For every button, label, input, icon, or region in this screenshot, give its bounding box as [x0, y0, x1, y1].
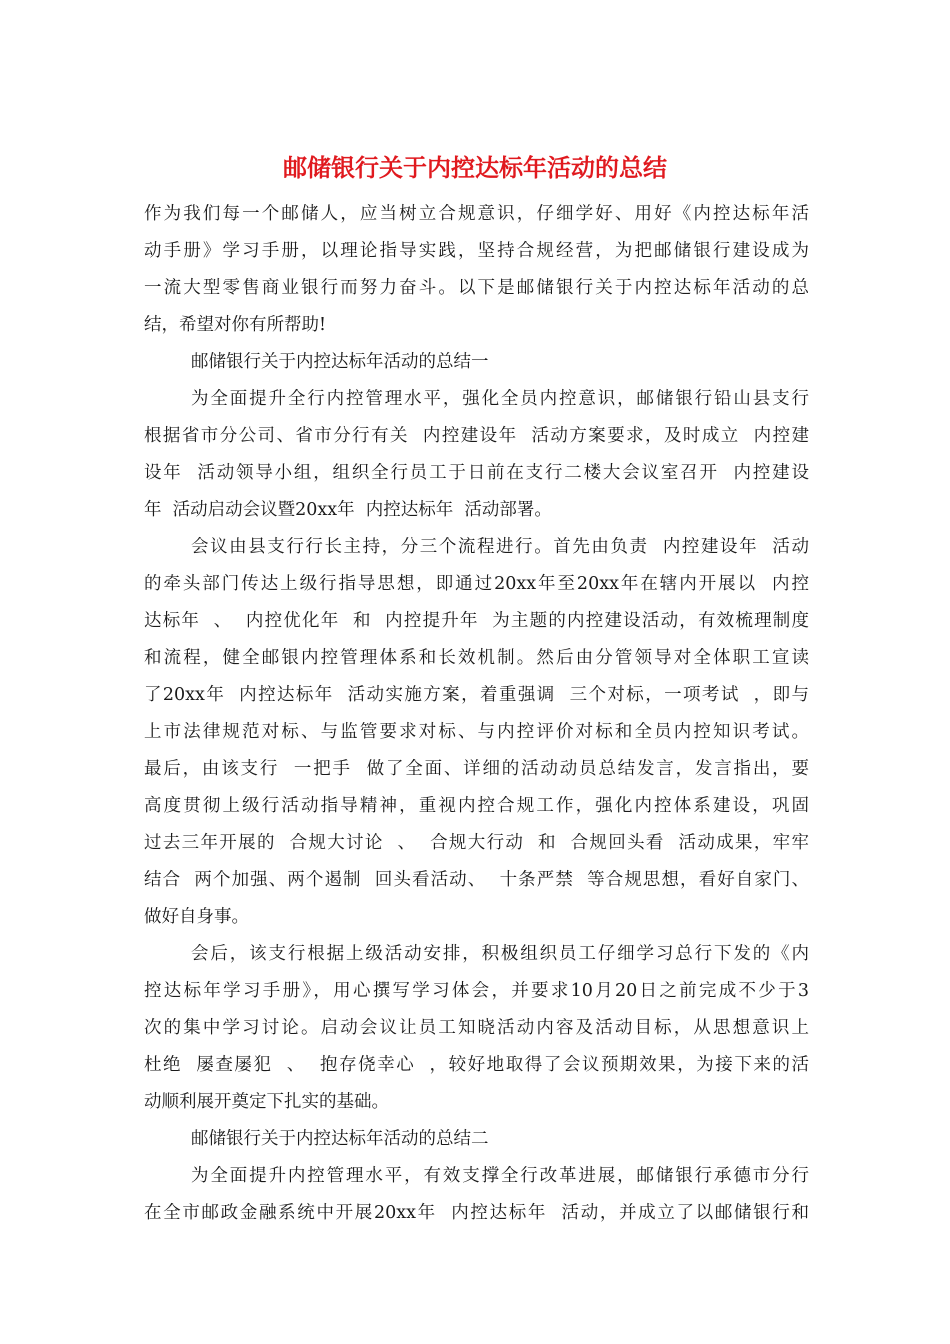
paragraph-line: 的牵头部门传达上级行指导思想，即通过20xx年至20xx年在辖内开展以 内控: [144, 574, 809, 594]
paragraph-line: 次的集中学习讨论。启动会议让员工知晓活动内容及活动目标，从思想意识上: [144, 1018, 809, 1038]
paragraph-line: 过去三年开展的 合规大讨论 、 合规大行动 和 合规回头看 活动成果，牢牢: [144, 833, 809, 853]
paragraph-line: 作为我们每一个邮储人，应当树立合规意识，仔细学好、用好《内控达标年活: [144, 204, 809, 224]
paragraph-line: 控达标年学习手册》，用心撰写学习体会，并要求10月20日之前完成不少于3: [144, 981, 809, 1001]
paragraph-line: 做好自身事。: [144, 907, 249, 927]
paragraph-line: 结，希望对你有所帮助!: [144, 315, 327, 335]
paragraph-line: 最后，由该支行 一把手 做了全面、详细的活动动员总结发言，发言指出，要: [144, 759, 809, 779]
paragraph-line: 在全市邮政金融系统中开展20xx年 内控达标年 活动，并成立了以邮储银行和: [144, 1203, 809, 1223]
document-body: [144, 196, 809, 1232]
paragraph-line: 了20xx年 内控达标年 活动实施方案，着重强调 三个对标，一项考试 ，即与: [144, 685, 809, 705]
paragraph-line: 上市法律规范对标、与监管要求对标、与内控评价对标和全员内控知识考试。: [144, 722, 809, 742]
paragraph-line: 设年 活动领导小组，组织全行员工于日前在支行二楼大会议室召开 内控建设: [144, 463, 809, 483]
paragraph-line: 会议由县支行行长主持，分三个流程进行。首先由负责 内控建设年 活动: [191, 537, 809, 557]
section-heading: 邮储银行关于内控达标年活动的总结一: [191, 352, 489, 372]
paragraph-line: 达标年 、 内控优化年 和 内控提升年 为主题的内控建设活动，有效梳理制度: [144, 611, 809, 631]
paragraph-line: 为全面提升内控管理水平，有效支撑全行改革进展，邮储银行承德市分行: [191, 1166, 809, 1186]
paragraph-line: 根据省市分公司、省市分行有关 内控建设年 活动方案要求，及时成立 内控建: [144, 426, 809, 446]
paragraph-line: 一流大型零售商业银行而努力奋斗。以下是邮储银行关于内控达标年活动的总: [144, 278, 809, 298]
paragraph-line: 和流程，健全邮银内控管理体系和长效机制。然后由分管领导对全体职工宣读: [144, 648, 809, 668]
document-title: 邮储银行关于内控达标年活动的总结: [283, 153, 667, 182]
paragraph-line: 年 活动启动会议暨20xx年 内控达标年 活动部署。: [144, 500, 552, 520]
paragraph-line: 结合 两个加强、两个遏制 回头看活动、 十条严禁 等合规思想，看好自家门、: [144, 870, 809, 890]
paragraph-line: 高度贯彻上级行活动指导精神，重视内控合规工作，强化内控体系建设，巩固: [144, 796, 809, 816]
paragraph-line: 会后，该支行根据上级活动安排，积极组织员工仔细学习总行下发的《内: [191, 944, 809, 964]
section-heading: 邮储银行关于内控达标年活动的总结二: [191, 1129, 489, 1149]
paragraph-line: 动手册》学习手册，以理论指导实践，坚持合规经营，为把邮储银行建设成为: [144, 241, 809, 261]
paragraph-line: 动顺利展开奠定下扎实的基础。: [144, 1092, 389, 1112]
paragraph-line: 为全面提升全行内控管理水平，强化全员内控意识，邮储银行铅山县支行: [191, 389, 809, 409]
paragraph-line: 杜绝 屡查屡犯 、 抱存侥幸心 ，较好地取得了会议预期效果，为接下来的活: [144, 1055, 809, 1075]
